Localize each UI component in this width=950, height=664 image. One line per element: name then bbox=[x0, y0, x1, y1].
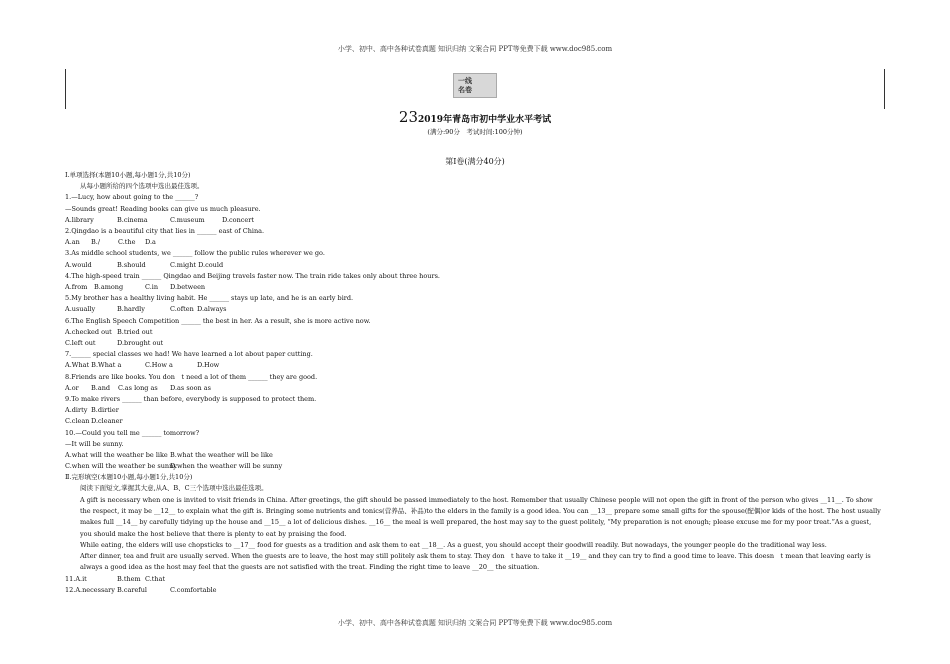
option: 11.A.it bbox=[65, 574, 87, 583]
options-q9a bbox=[65, 405, 885, 416]
option: A.What B.What a bbox=[65, 361, 122, 370]
option: A.dirty bbox=[65, 406, 88, 415]
cloze-paragraph-3: After dinner, tea and fruit are usually served. When the guests are to leave, the host may still politely ask them to stay. They don t have to take it __19__ and they can try to find a good time to leave. This doesn t mean that leaving early is always a good idea as the host may feel that the guests are not satisfied with the treat. Finding the right time to leave __20__ the situation. bbox=[80, 552, 871, 572]
question-4: 4.The high-speed train ______ Qingdao and Beijing travels faster now. The train ride takes only about three hours. bbox=[65, 271, 440, 280]
option: C.in bbox=[145, 282, 159, 291]
exam-subtitle: (满分:90分 考试时间:100分钟) bbox=[427, 128, 523, 136]
option: C.clean bbox=[65, 417, 90, 426]
option: B.hardly bbox=[117, 305, 145, 314]
badge-line-1: 一线 bbox=[458, 77, 472, 85]
page-footer: 小学、初中、高中各种试卷真题 知识归纳 文案合同 PPT等免费下载 www.doc985.com bbox=[337, 619, 613, 627]
option: B.dirtier bbox=[91, 406, 119, 415]
option: C.as long as bbox=[118, 383, 158, 392]
option: C.when will the weather be sunny bbox=[65, 462, 177, 471]
options-q6b bbox=[65, 338, 885, 349]
badge-line-2: 名卷 bbox=[458, 86, 472, 94]
option: C.that bbox=[145, 574, 166, 583]
options-q3 bbox=[65, 260, 885, 271]
brand-badge bbox=[453, 73, 497, 98]
option: C.How a bbox=[145, 361, 173, 370]
options-q7 bbox=[65, 360, 885, 371]
left-margin-line bbox=[65, 69, 66, 109]
option: D.a bbox=[145, 238, 156, 247]
question-8: 8.Friends are like books. You don t need a lot of them ______ they are good. bbox=[65, 372, 318, 381]
options-q1 bbox=[65, 215, 885, 226]
question-1: 1.—Lucy, how about going to the ______? bbox=[65, 193, 199, 202]
options-q10a bbox=[65, 450, 885, 461]
option: B.and bbox=[91, 383, 111, 392]
option: D.when the weather will be sunny bbox=[170, 462, 283, 471]
option: A.or bbox=[65, 383, 79, 392]
option: D.How bbox=[197, 361, 220, 370]
options-q10b bbox=[65, 461, 885, 472]
option: D.between bbox=[170, 282, 206, 291]
exam-content bbox=[65, 170, 885, 596]
option: C.might D.could bbox=[170, 260, 224, 269]
option: 12.A.necessary bbox=[65, 585, 115, 594]
option: B.should bbox=[117, 260, 146, 269]
option: A.usually bbox=[65, 305, 96, 314]
option: A.from bbox=[65, 282, 88, 291]
section2-heading: Ⅱ.完形填空(本题10小题,每小题1分,共10分) bbox=[65, 473, 193, 482]
question-6: 6.The English Speech Competition ______ the best in her. As a result, she is more active now. bbox=[65, 316, 371, 325]
options-q8 bbox=[65, 383, 885, 394]
exam-title-text: 2019年青岛市初中学业水平考试 bbox=[418, 115, 552, 125]
option: B./ bbox=[91, 238, 101, 247]
option: B.careful bbox=[117, 585, 147, 594]
option: C.museum bbox=[170, 215, 205, 224]
option: B.cinema bbox=[117, 215, 148, 224]
right-margin-line bbox=[884, 69, 885, 109]
option: D.as soon as bbox=[170, 383, 211, 392]
section1-heading: Ⅰ.单项选择(本题10小题,每小题1分,共10分) bbox=[65, 171, 191, 179]
options-q4 bbox=[65, 282, 885, 293]
options-q6a bbox=[65, 327, 885, 338]
option: B.what the weather will be like bbox=[170, 450, 273, 459]
options-q9b bbox=[65, 416, 885, 427]
section1-instruction: 从每小题所给的四个选项中选出最佳选项。 bbox=[80, 182, 204, 191]
exam-number: 23 bbox=[398, 108, 419, 126]
option: B.among bbox=[94, 282, 124, 291]
question-1-reply: —Sounds great! Reading books can give us much pleasure. bbox=[65, 204, 261, 213]
option: A.what will the weather be like bbox=[65, 450, 168, 459]
part-title: 第Ⅰ卷(满分40分) bbox=[445, 157, 505, 166]
options-q5 bbox=[65, 304, 885, 315]
option: B.them bbox=[117, 574, 141, 583]
option: A.would bbox=[65, 260, 92, 269]
question-5: 5.My brother has a healthy living habit. He ______ stays up late, and he is an early bird. bbox=[65, 294, 354, 303]
question-10-reply: —It will be sunny. bbox=[65, 439, 124, 448]
option: A.library bbox=[65, 215, 94, 224]
option: C.left out bbox=[65, 338, 96, 347]
question-2: 2.Qingdao is a beautiful city that lies in ______ east of China. bbox=[65, 227, 265, 235]
question-9: 9.To make rivers ______ than before, everybody is supposed to protect them. bbox=[65, 394, 317, 403]
option: D.always bbox=[197, 305, 227, 314]
question-3: 3.As middle school students, we ______ follow the public rules wherever we go. bbox=[65, 249, 325, 258]
cloze-paragraph-1: A gift is necessary when one is invited to visit friends in China. After greetings, the gift should be passed immediately to the host. Remember that usually Chinese people will not open the gift in front of the person who gives __11__. To show the respect, it may be __12__ to explain what the gift is. Bringing some nutrients and tonics(营养品、补品)to the elders in the family is a good idea. You can __13__ prepare some small gifts for the spouse(配偶)or kids of the host. The host usually makes full __14__ by carefully tidying up the house and __15__ a lot of delicious dishes. __16__ the meal is well prepared, the host may say to the guest politely, “My preparation is not enough; please excuse me for my poor treat.”As a guest, you should make the host believe that there is plenty to eat by praising the food. bbox=[80, 495, 881, 538]
question-7: 7.______ special classes we had! We have learned a lot about paper cutting. bbox=[65, 350, 313, 359]
option: B.tried out bbox=[117, 327, 153, 336]
option: A.checked out bbox=[65, 327, 112, 336]
section2-instruction: 阅读下面短文,掌握其大意,从A、B、C三个选项中选出最佳选项。 bbox=[80, 484, 268, 493]
exam-title bbox=[0, 108, 950, 126]
question-10: 10.—Could you tell me ______ tomorrow? bbox=[65, 428, 200, 437]
option: D.cleaner bbox=[91, 417, 123, 426]
page-header: 小学、初中、高中各种试卷真题 知识归纳 文案合同 PPT等免费下载 www.doc985.com bbox=[337, 45, 613, 53]
options-q2 bbox=[65, 237, 885, 248]
option: C.comfortable bbox=[170, 585, 217, 594]
option: A.an bbox=[65, 238, 80, 247]
options-q12 bbox=[65, 585, 885, 596]
options-q11 bbox=[65, 574, 885, 585]
option: C.the bbox=[118, 238, 136, 247]
cloze-paragraph-2: While eating, the elders will use chopsticks to __17__ food for guests as a tradition and ask them to eat __18__. As a guest, you should accept their goodwill readily. But nowadays, the younger people do the traditional way less. bbox=[80, 540, 827, 549]
option: D.concert bbox=[222, 215, 254, 224]
option: C.often bbox=[170, 305, 194, 314]
option: D.brought out bbox=[117, 338, 164, 347]
